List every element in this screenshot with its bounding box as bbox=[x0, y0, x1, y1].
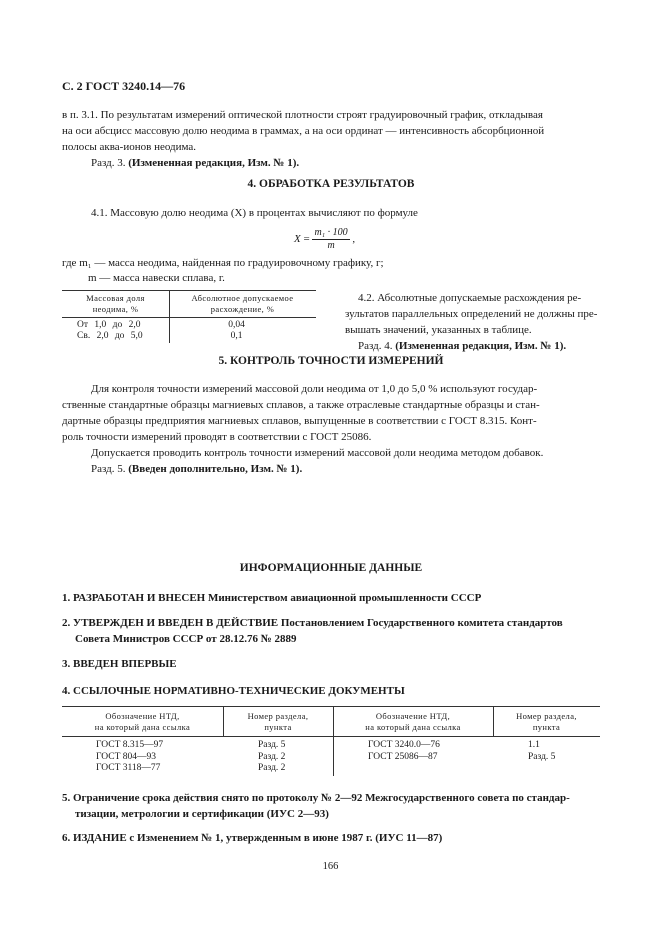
section5-title: 5. КОНТРОЛЬ ТОЧНОСТИ ИЗМЕРЕНИЙ bbox=[218, 355, 444, 367]
section5-line: ственные стандартные образцы магниевых сплавов, а также отраслевые стандартные образцы и стан- bbox=[62, 399, 540, 411]
info-item-2-line: Совета Министров СССР от 28.12.76 № 2889 bbox=[75, 633, 297, 645]
table1-value: 0,1 bbox=[230, 331, 243, 341]
section5-line: Для контроля точности измерений массовой доли неодима от 1,0 до 5,0 % используют государ- bbox=[91, 383, 538, 395]
header-text: Обозначение НТД, bbox=[375, 711, 451, 721]
section5-line: Допускается проводить контроль точности измерений массовой доли неодима методом добавок. bbox=[91, 447, 544, 459]
table1-header-col2 bbox=[169, 293, 316, 315]
info-item-5 bbox=[62, 790, 602, 822]
refs-header-2 bbox=[223, 711, 333, 733]
header-text: на который дана ссылка bbox=[365, 722, 461, 732]
intro-line: в п. 3.1. По результатам измерений оптической плотности строят градуировочный график, откладывая bbox=[62, 109, 543, 121]
header-text: Номер раздела, bbox=[516, 711, 577, 721]
page-header: С. 2 ГОСТ 3240.14—76 bbox=[62, 79, 186, 93]
where-line-1: где m₁ — масса неодима, найденная по градуировочному графику, г; bbox=[62, 257, 384, 269]
header-text: пункта bbox=[264, 722, 292, 732]
info-item-3: 3. ВВЕДЕН ВПЕРВЫЕ bbox=[62, 658, 177, 670]
intro-line: полосы аква-ионов неодима. bbox=[62, 141, 197, 153]
formula-lhs: X bbox=[294, 233, 301, 246]
info-item-5-line: тизации, метрологии и сертификации (ИУС 2—93) bbox=[75, 808, 329, 820]
note-prefix: Разд. 3. bbox=[91, 157, 126, 169]
header-text: Обозначение НТД, bbox=[105, 711, 180, 721]
info-item-2-line: 2. УТВЕРЖДЕН И ВВЕДЕН В ДЕЙСТВИЕ Постановлением Государственного комитета стандартов bbox=[62, 617, 563, 629]
header-text: Массовая доля bbox=[86, 293, 145, 303]
table-cell: ГОСТ 25086—87 bbox=[368, 751, 438, 762]
section4-p1: 4.1. Массовую долю неодима (X) в процентах вычисляют по формуле bbox=[91, 207, 418, 219]
section3-note bbox=[62, 155, 600, 171]
note-prefix: Разд. 4. bbox=[358, 340, 393, 352]
table1-range: Св. 2,0 до 5,0 bbox=[77, 331, 143, 341]
formula-numerator: m₁ · 100 bbox=[314, 227, 348, 238]
header-text: Абсолютное допускаемое bbox=[191, 293, 294, 303]
note-bold: (Введен дополнительно, Изм. № 1). bbox=[128, 463, 303, 475]
table1-range: От 1,0 до 2,0 bbox=[77, 320, 141, 330]
info-item-5-line: 5. Ограничение срока действия снято по протоколу № 2—92 Межгосударственного совета по стандар- bbox=[62, 792, 570, 804]
section4-p2 bbox=[345, 290, 601, 354]
formula-comma: , bbox=[352, 233, 356, 246]
p2-line: вышать значений, указанных в таблице. bbox=[345, 324, 532, 336]
table1-header-col1 bbox=[62, 293, 169, 315]
table1-header-rule bbox=[62, 317, 316, 318]
formula-fraction bbox=[312, 227, 349, 252]
info-item-2 bbox=[62, 615, 602, 647]
table-cell: ГОСТ 3118—77 bbox=[96, 763, 161, 773]
intro-paragraph bbox=[62, 107, 600, 171]
section5-paragraph bbox=[62, 381, 600, 477]
page-number: 166 bbox=[322, 861, 339, 872]
table-cell: Разд. 2 bbox=[258, 763, 286, 773]
header-text: неодима, % bbox=[92, 304, 139, 314]
info-title: ИНФОРМАЦИОННЫЕ ДАННЫЕ bbox=[239, 562, 423, 574]
note-prefix: Разд. 5. bbox=[91, 463, 126, 475]
section5-line: дартные образцы предприятия магниевых сплавов, выпущенные в соответствии с ГОСТ 8.315. Конт- bbox=[62, 415, 537, 427]
section4-title: 4. ОБРАБОТКА РЕЗУЛЬТАТОВ bbox=[247, 178, 415, 190]
refs-right-docs bbox=[368, 740, 440, 763]
table-cell: Разд. 2 bbox=[258, 751, 286, 762]
section5-note bbox=[62, 461, 600, 477]
header-text: пункта bbox=[532, 722, 561, 732]
intro-line: на оси абсцисс массовую долю неодима в граммах, а на оси ординат — интенсивность абсорбционной bbox=[62, 125, 545, 137]
section4-note bbox=[345, 338, 601, 354]
header-text: Номер раздела, bbox=[247, 711, 309, 721]
table-cell: ГОСТ 3240.0—76 bbox=[368, 740, 440, 750]
formula-equals: = bbox=[303, 233, 313, 246]
p2-line: 4.2. Абсолютные допускаемые расхождения ре- bbox=[358, 292, 582, 304]
table-cell: Разд. 5 bbox=[258, 740, 286, 750]
refs-left-docs bbox=[96, 740, 163, 775]
info-item-1: 1. РАЗРАБОТАН И ВНЕСЕН Министерством авиационной промышленности СССР bbox=[62, 592, 482, 604]
info-item-4: 4. ССЫЛОЧНЫЕ НОРМАТИВНО-ТЕХНИЧЕСКИЕ ДОКУМЕНТЫ bbox=[62, 685, 405, 697]
formula-denominator: m bbox=[327, 240, 335, 251]
table-cell: 1.1 bbox=[528, 740, 540, 750]
table1-row bbox=[77, 320, 140, 332]
where-line-2: m — масса навески сплава, г. bbox=[88, 272, 225, 284]
note-bold: (Измененная редакция, Изм. № 1). bbox=[395, 340, 567, 352]
section5-line: роль точности измерений проводят в соответствии с ГОСТ 25086. bbox=[62, 431, 372, 443]
table-cell: Разд. 5 bbox=[528, 751, 556, 762]
refs-right-sections bbox=[528, 740, 555, 763]
note-bold: (Измененная редакция, Изм. № 1). bbox=[128, 157, 300, 169]
table1-value: 0,04 bbox=[228, 320, 245, 330]
header-text: расхождение, % bbox=[210, 304, 275, 314]
table-cell: ГОСТ 804—93 bbox=[96, 751, 156, 762]
refs-header-1 bbox=[62, 711, 223, 733]
table1-top-rule bbox=[62, 290, 316, 291]
header-text: на который дана ссылка bbox=[94, 722, 191, 732]
refs-header-3 bbox=[333, 711, 493, 733]
refs-left-sections bbox=[258, 740, 285, 775]
table1-row bbox=[77, 331, 143, 343]
formula bbox=[294, 227, 355, 252]
info-item-6: 6. ИЗДАНИЕ с Изменением № 1, утвержденным в июне 1987 г. (ИУС 11—87) bbox=[62, 832, 443, 844]
table-cell: ГОСТ 8.315—97 bbox=[96, 740, 164, 750]
refs-top-rule bbox=[62, 706, 600, 707]
p2-line: зультатов параллельных определений не должны пре- bbox=[345, 308, 598, 320]
refs-header-rule bbox=[62, 736, 600, 737]
refs-header-4 bbox=[493, 711, 600, 733]
